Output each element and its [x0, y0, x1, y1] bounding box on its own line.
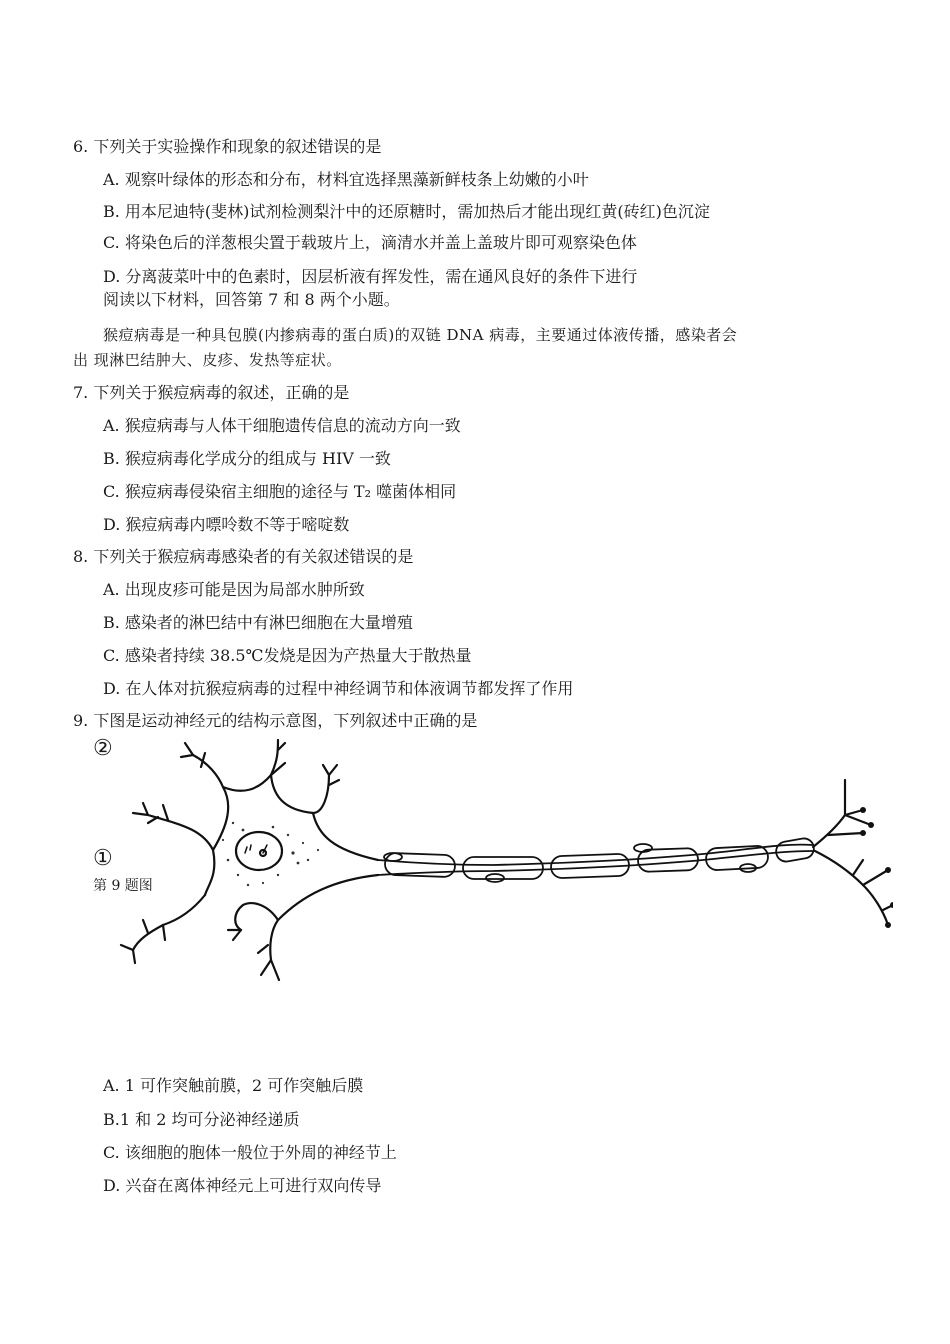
question-6-stem: 6. 下列关于实验操作和现象的叙述错误的是	[73, 137, 382, 156]
question-9-option-a: A. 1 可作突触前膜，2 可作突触后膜	[103, 1076, 364, 1095]
question-7-stem: 7. 下列关于猴痘病毒的叙述，正确的是	[73, 383, 350, 402]
question-8-option-a: A. 出现皮疹可能是因为局部水肿所致	[103, 580, 365, 599]
label-2: ②	[93, 736, 113, 761]
question-6-option-c: C. 将染色后的洋葱根尖置于载玻片上，滴清水并盖上盖玻片即可观察染色体	[103, 233, 637, 252]
question-9-option-b: B.1 和 2 均可分泌神经递质	[103, 1110, 300, 1129]
question-6-option-b: B. 用本尼迪特(斐林)试剂检测梨汁中的还原糖时，需加热后才能出现红黄(砖红)色沉淀	[103, 202, 710, 221]
question-9-option-d: D. 兴奋在离体神经元上可进行双向传导	[103, 1176, 382, 1195]
question-7-option-b: B. 猴痘病毒化学成分的组成与 HIV 一致	[103, 449, 391, 468]
question-7-option-c: C. 猴痘病毒侵染宿主细胞的途径与 T₂ 噬菌体相同	[103, 482, 457, 501]
synaptic-knobs	[860, 807, 893, 928]
axon-terminal	[813, 780, 893, 925]
question-8-option-b: B. 感染者的淋巴结中有淋巴细胞在大量增殖	[103, 613, 413, 632]
motor-neuron-diagram	[93, 735, 893, 985]
question-8-option-c: C. 感染者持续 38.5℃发烧是因为产热量大于散热量	[103, 646, 472, 665]
passage-line-2: 出 现淋巴结肿大、皮疹、发热等症状。	[73, 351, 342, 369]
question-7-option-d: D. 猴痘病毒内嘌呤数不等于嘧啶数	[103, 515, 350, 534]
question-9-option-c: C. 该细胞的胞体一般位于外周的神经节上	[103, 1143, 397, 1162]
question-6-option-d: D. 分离菠菜叶中的色素时，因层析液有挥发性，需在通风良好的条件下进行	[103, 267, 638, 286]
reading-intro: 阅读以下材料，回答第 7 和 8 两个小题。	[103, 290, 400, 309]
question-8-stem: 8. 下列关于猴痘病毒感染者的有关叙述错误的是	[73, 547, 414, 566]
myelinated-axon	[378, 837, 815, 882]
passage-line-1: 猴痘病毒是一种具包膜(内掺病毒的蛋白质)的双链 DNA 病毒，主要通过体液传播，感染者会	[103, 326, 738, 344]
neuron-figure	[93, 735, 893, 985]
question-8-option-d: D. 在人体对抗猴痘病毒的过程中神经调节和体液调节都发挥了作用	[103, 679, 574, 698]
question-6-option-a: A. 观察叶绿体的形态和分布，材料宜选择黑藻新鲜枝条上幼嫩的小叶	[103, 170, 589, 189]
question-9-stem: 9. 下图是运动神经元的结构示意图，下列叙述中正确的是	[73, 711, 478, 730]
label-1: ①	[93, 846, 113, 871]
question-7-option-a: A. 猴痘病毒与人体干细胞遗传信息的流动方向一致	[103, 416, 461, 435]
figure-caption: 第 9 题图	[93, 878, 153, 894]
